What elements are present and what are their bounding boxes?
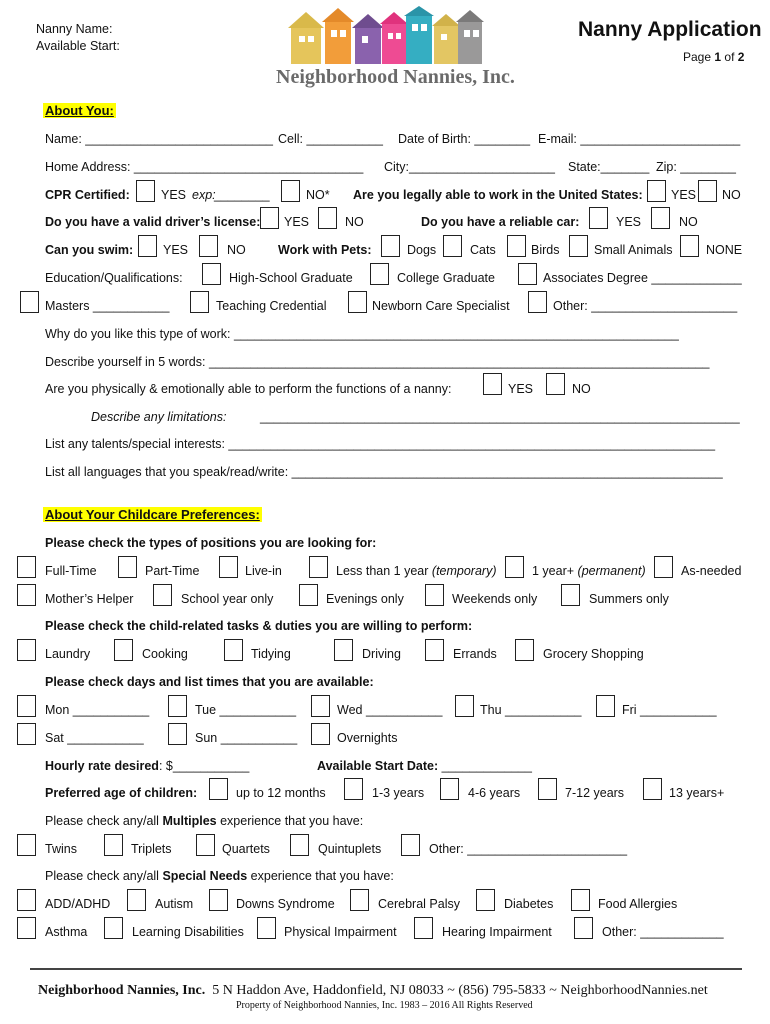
age-4-6-checkbox[interactable]	[440, 778, 459, 800]
pos-mothers-label: Mother’s Helper	[45, 592, 134, 606]
age-13plus-label: 13 years+	[669, 786, 725, 800]
license-no-checkbox[interactable]	[318, 207, 337, 229]
cpr-label: CPR Certified:	[45, 188, 130, 202]
multiples-post: experience that you have:	[216, 814, 364, 828]
describe-question[interactable]: Describe yourself in 5 words: ________________________________________________________________________	[45, 355, 710, 369]
talents-question[interactable]: List any talents/special interests: ______________________________________________________________________	[45, 437, 716, 451]
page-title: Nanny Application	[578, 18, 762, 41]
mult-other-field[interactable]: Other: _______________________	[429, 842, 628, 856]
page-of: of	[724, 50, 735, 64]
edu-other-label[interactable]: Other: _____________________	[553, 299, 738, 313]
multiples-bold: Multiples	[162, 814, 217, 828]
footer-address: 5 N Haddon Ave, Haddonfield, NJ 08033 ~ (856) 795-5833 ~ NeighborhoodNannies.net	[212, 983, 708, 998]
pos-summers-label: Summers only	[589, 592, 669, 606]
limits-field[interactable]: _____________________________________________________________________	[260, 410, 740, 424]
day-wed-field[interactable]: Wed ___________	[337, 703, 443, 717]
swim-no-label: NO	[227, 243, 246, 257]
license-question: Do you have a valid driver’s license:	[45, 215, 261, 229]
sn-physical-label: Physical Impairment	[284, 925, 397, 939]
able-yes-label: YES	[508, 382, 534, 396]
pos-mothers-checkbox[interactable]	[17, 584, 36, 606]
cpr-yes-label: YES	[161, 188, 187, 202]
license-yes-checkbox[interactable]	[260, 207, 279, 229]
license-no-label: NO	[345, 215, 364, 229]
day-fri-field[interactable]: Fri ___________	[622, 703, 717, 717]
able-question: Are you physically & emotionally able to perform the functions of a nanny:	[45, 382, 452, 396]
swim-question: Can you swim:	[45, 243, 134, 257]
sn-downs-label: Downs Syndrome	[236, 897, 335, 911]
pos-yearplus-label: 1 year+	[532, 564, 575, 578]
special-bold: Special Needs	[162, 869, 248, 883]
sn-diabetes-label: Diabetes	[504, 897, 554, 911]
special-post: experience that you have:	[247, 869, 394, 883]
sn-other-field[interactable]: Other: ____________	[602, 925, 724, 939]
sn-hearing-checkbox[interactable]	[414, 917, 433, 939]
pos-asneeded-checkbox[interactable]	[654, 556, 673, 578]
pos-parttime-checkbox[interactable]	[118, 556, 137, 578]
day-sun-checkbox[interactable]	[168, 723, 187, 745]
pos-fulltime-label: Full-Time	[45, 564, 97, 578]
sn-cerebral-checkbox[interactable]	[350, 889, 369, 911]
day-wed-checkbox[interactable]	[311, 695, 330, 717]
able-yes-checkbox[interactable]	[483, 373, 502, 395]
pos-livein-checkbox[interactable]	[219, 556, 238, 578]
day-sun-field[interactable]: Sun ___________	[195, 731, 298, 745]
age-1-3-label: 1-3 years	[372, 786, 425, 800]
age-12mo-checkbox[interactable]	[209, 778, 228, 800]
day-mon-checkbox[interactable]	[17, 695, 36, 717]
task-driving-label: Driving	[362, 647, 401, 661]
cell-field[interactable]: Cell: ___________	[278, 132, 383, 146]
mult-twins-label: Twins	[45, 842, 77, 856]
special-question	[45, 869, 394, 883]
pets-small-animals-label: Small Animals	[594, 243, 673, 257]
pos-schoolyear-checkbox[interactable]	[153, 584, 172, 606]
pets-cats-label: Cats	[470, 243, 496, 257]
age-question: Preferred age of children:	[45, 786, 198, 800]
sn-learning-label: Learning Disabilities	[132, 925, 244, 939]
edu-teaching-label: Teaching Credential	[216, 299, 327, 313]
legal-question: Are you legally able to work in the United States:	[353, 188, 643, 202]
name-field[interactable]: Name: ___________________________	[45, 132, 273, 146]
page-prefix: Page	[683, 50, 712, 64]
sn-autism-checkbox[interactable]	[127, 889, 146, 911]
mult-quintuplets-label: Quintuplets	[318, 842, 382, 856]
multiples-question	[45, 814, 363, 828]
swim-no-checkbox[interactable]	[199, 235, 218, 257]
day-tue-checkbox[interactable]	[168, 695, 187, 717]
pets-dogs-checkbox[interactable]	[381, 235, 400, 257]
sn-cerebral-label: Cerebral Palsy	[378, 897, 460, 911]
task-tidying-label: Tidying	[251, 647, 291, 661]
day-mon-field[interactable]: Mon ___________	[45, 703, 150, 717]
edu-assoc-checkbox[interactable]	[518, 263, 537, 285]
sn-food-label: Food Allergies	[598, 897, 678, 911]
logo-text: Neighborhood Nannies, Inc.	[276, 66, 515, 88]
start-label: Available Start Date:	[317, 759, 439, 773]
pos-yearplus-text	[532, 564, 646, 578]
start-field[interactable]: _____________	[438, 759, 532, 773]
languages-question[interactable]: List all languages that you speak/read/write: ______________________________________________________________	[45, 465, 723, 479]
task-laundry-checkbox[interactable]	[17, 639, 36, 661]
task-grocery-label: Grocery Shopping	[543, 647, 644, 661]
pets-none-checkbox[interactable]	[680, 235, 699, 257]
page-indicator	[683, 50, 744, 64]
day-tue-field[interactable]: Tue ___________	[195, 703, 297, 717]
sn-adhd-label: ADD/ADHD	[45, 897, 111, 911]
pos-weekends-checkbox[interactable]	[425, 584, 444, 606]
pos-parttime-label: Part-Time	[145, 564, 200, 578]
mult-quartets-label: Quartets	[222, 842, 270, 856]
task-driving-checkbox[interactable]	[334, 639, 353, 661]
legal-yes-label: YES	[671, 188, 697, 202]
edu-masters-label: Masters ___________	[45, 299, 170, 313]
start-row	[317, 759, 532, 773]
education-label: Education/Qualifications:	[45, 271, 183, 285]
pos-yearplus-checkbox[interactable]	[505, 556, 524, 578]
sn-hearing-label: Hearing Impairment	[442, 925, 552, 939]
age-7-12-label: 7-12 years	[565, 786, 625, 800]
tasks-question: Please check the child-related tasks & duties you are willing to perform:	[45, 619, 473, 633]
edu-assoc-label: Associates Degree _____________	[543, 271, 742, 285]
pets-small-animals-checkbox[interactable]	[569, 235, 588, 257]
day-overnights-checkbox[interactable]	[311, 723, 330, 745]
pos-yearplus-note: (permanent)	[577, 564, 646, 578]
swim-yes-label: YES	[163, 243, 189, 257]
car-no-checkbox[interactable]	[651, 207, 670, 229]
mult-triplets-label: Triplets	[131, 842, 172, 856]
license-yes-label: YES	[284, 215, 310, 229]
day-overnights-label: Overnights	[337, 731, 398, 745]
mult-quintuplets-checkbox[interactable]	[290, 834, 309, 856]
pos-lessyear-note: (temporary)	[431, 564, 497, 578]
task-errands-checkbox[interactable]	[425, 639, 444, 661]
email-field[interactable]: E-mail: _______________________	[538, 132, 741, 146]
pets-birds-label: Birds	[531, 243, 560, 257]
pos-schoolyear-label: School year only	[181, 592, 274, 606]
edu-other-checkbox[interactable]	[528, 291, 547, 313]
sn-other-checkbox[interactable]	[574, 917, 593, 939]
rate-label: Hourly rate desired	[45, 759, 159, 773]
days-question: Please check days and list times that you are available:	[45, 675, 374, 689]
sn-autism-label: Autism	[155, 897, 194, 911]
childcare-heading: About Your Childcare Preferences:	[45, 507, 260, 522]
edu-teaching-checkbox[interactable]	[190, 291, 209, 313]
sn-asthma-label: Asthma	[45, 925, 88, 939]
day-sat-field[interactable]: Sat ___________	[45, 731, 144, 745]
sn-food-checkbox[interactable]	[571, 889, 590, 911]
pos-weekends-label: Weekends only	[452, 592, 538, 606]
mult-triplets-checkbox[interactable]	[104, 834, 123, 856]
sn-downs-checkbox[interactable]	[209, 889, 228, 911]
footer-company: Neighborhood Nannies, Inc.	[38, 983, 206, 998]
sn-adhd-checkbox[interactable]	[17, 889, 36, 911]
legal-no-checkbox[interactable]	[698, 180, 717, 202]
pos-asneeded-label: As-needed	[681, 564, 742, 578]
pos-lessyear-checkbox[interactable]	[309, 556, 328, 578]
edu-college-checkbox[interactable]	[370, 263, 389, 285]
task-tidying-checkbox[interactable]	[224, 639, 243, 661]
edu-hs-checkbox[interactable]	[202, 263, 221, 285]
pets-dogs-label: Dogs	[407, 243, 437, 257]
city-field[interactable]: City:_____________________	[384, 160, 555, 174]
age-4-6-label: 4-6 years	[468, 786, 521, 800]
page-number: 1	[714, 50, 722, 64]
age-13plus-checkbox[interactable]	[643, 778, 662, 800]
positions-question: Please check the types of positions you are looking for:	[45, 536, 377, 550]
pos-livein-label: Live-in	[245, 564, 282, 578]
zip-field[interactable]: Zip: ________	[656, 160, 736, 174]
pos-summers-checkbox[interactable]	[561, 584, 580, 606]
footer-line	[38, 983, 708, 999]
edu-masters-checkbox[interactable]	[20, 291, 39, 313]
day-sat-checkbox[interactable]	[17, 723, 36, 745]
task-cooking-label: Cooking	[142, 647, 188, 661]
mult-twins-checkbox[interactable]	[17, 834, 36, 856]
state-field[interactable]: State:_______	[568, 160, 650, 174]
pets-question: Work with Pets:	[278, 243, 372, 257]
cpr-no-label: NO*	[306, 188, 330, 202]
edu-newborn-checkbox[interactable]	[348, 291, 367, 313]
task-cooking-checkbox[interactable]	[114, 639, 133, 661]
limits-question: Describe any limitations:	[91, 410, 227, 424]
task-grocery-checkbox[interactable]	[515, 639, 534, 661]
age-1-3-checkbox[interactable]	[344, 778, 363, 800]
mult-quartets-checkbox[interactable]	[196, 834, 215, 856]
cpr-yes-checkbox[interactable]	[136, 180, 155, 202]
pets-birds-checkbox[interactable]	[507, 235, 526, 257]
age-7-12-checkbox[interactable]	[538, 778, 557, 800]
cpr-no-checkbox[interactable]	[281, 180, 300, 202]
sn-learning-checkbox[interactable]	[104, 917, 123, 939]
available-start-label: Available Start:	[36, 39, 120, 53]
edu-college-label: College Graduate	[397, 271, 495, 285]
rate-row	[45, 759, 249, 773]
dob-field[interactable]: Date of Birth: ________	[398, 132, 531, 146]
sn-diabetes-checkbox[interactable]	[476, 889, 495, 911]
mult-other-checkbox[interactable]	[401, 834, 420, 856]
day-thu-field[interactable]: Thu ___________	[480, 703, 582, 717]
sn-physical-checkbox[interactable]	[257, 917, 276, 939]
pets-none-label: NONE	[706, 243, 743, 257]
pos-lessyear-text	[336, 564, 497, 578]
pos-fulltime-checkbox[interactable]	[17, 556, 36, 578]
task-errands-label: Errands	[453, 647, 497, 661]
car-yes-checkbox[interactable]	[589, 207, 608, 229]
cpr-exp-label: exp:	[192, 188, 216, 202]
why-question[interactable]: Why do you like this type of work: ________________________________________________________________	[45, 327, 679, 341]
pos-evenings-label: Evenings only	[326, 592, 404, 606]
pos-lessyear-label: Less than 1 year	[336, 564, 429, 578]
edu-hs-label: High-School Graduate	[229, 271, 353, 285]
footer-divider	[30, 968, 742, 970]
car-question: Do you have a reliable car:	[421, 215, 580, 229]
cpr-exp-field[interactable]: ________	[214, 188, 270, 202]
about-you-heading: About You:	[45, 103, 114, 118]
day-thu-checkbox[interactable]	[455, 695, 474, 717]
legal-yes-checkbox[interactable]	[647, 180, 666, 202]
page-total: 2	[737, 50, 745, 64]
swim-yes-checkbox[interactable]	[138, 235, 157, 257]
houses-logo	[286, 6, 486, 66]
able-no-label: NO	[572, 382, 591, 396]
day-fri-checkbox[interactable]	[596, 695, 615, 717]
nanny-name-label: Nanny Name:	[36, 22, 113, 36]
rate-field[interactable]: : $___________	[158, 759, 250, 773]
special-pre: Please check any/all	[45, 869, 163, 883]
task-laundry-label: Laundry	[45, 647, 91, 661]
footer-copyright: Property of Neighborhood Nannies, Inc. 1983 – 2016 All Rights Reserved	[236, 1000, 533, 1011]
address-field[interactable]: Home Address: _________________________________	[45, 160, 364, 174]
age-12mo-label: up to 12 months	[236, 786, 326, 800]
car-yes-label: YES	[616, 215, 642, 229]
able-no-checkbox[interactable]	[546, 373, 565, 395]
multiples-pre: Please check any/all	[45, 814, 163, 828]
pos-evenings-checkbox[interactable]	[299, 584, 318, 606]
edu-newborn-label: Newborn Care Specialist	[372, 299, 510, 313]
sn-asthma-checkbox[interactable]	[17, 917, 36, 939]
pets-cats-checkbox[interactable]	[443, 235, 462, 257]
car-no-label: NO	[679, 215, 698, 229]
legal-no-label: NO	[722, 188, 741, 202]
